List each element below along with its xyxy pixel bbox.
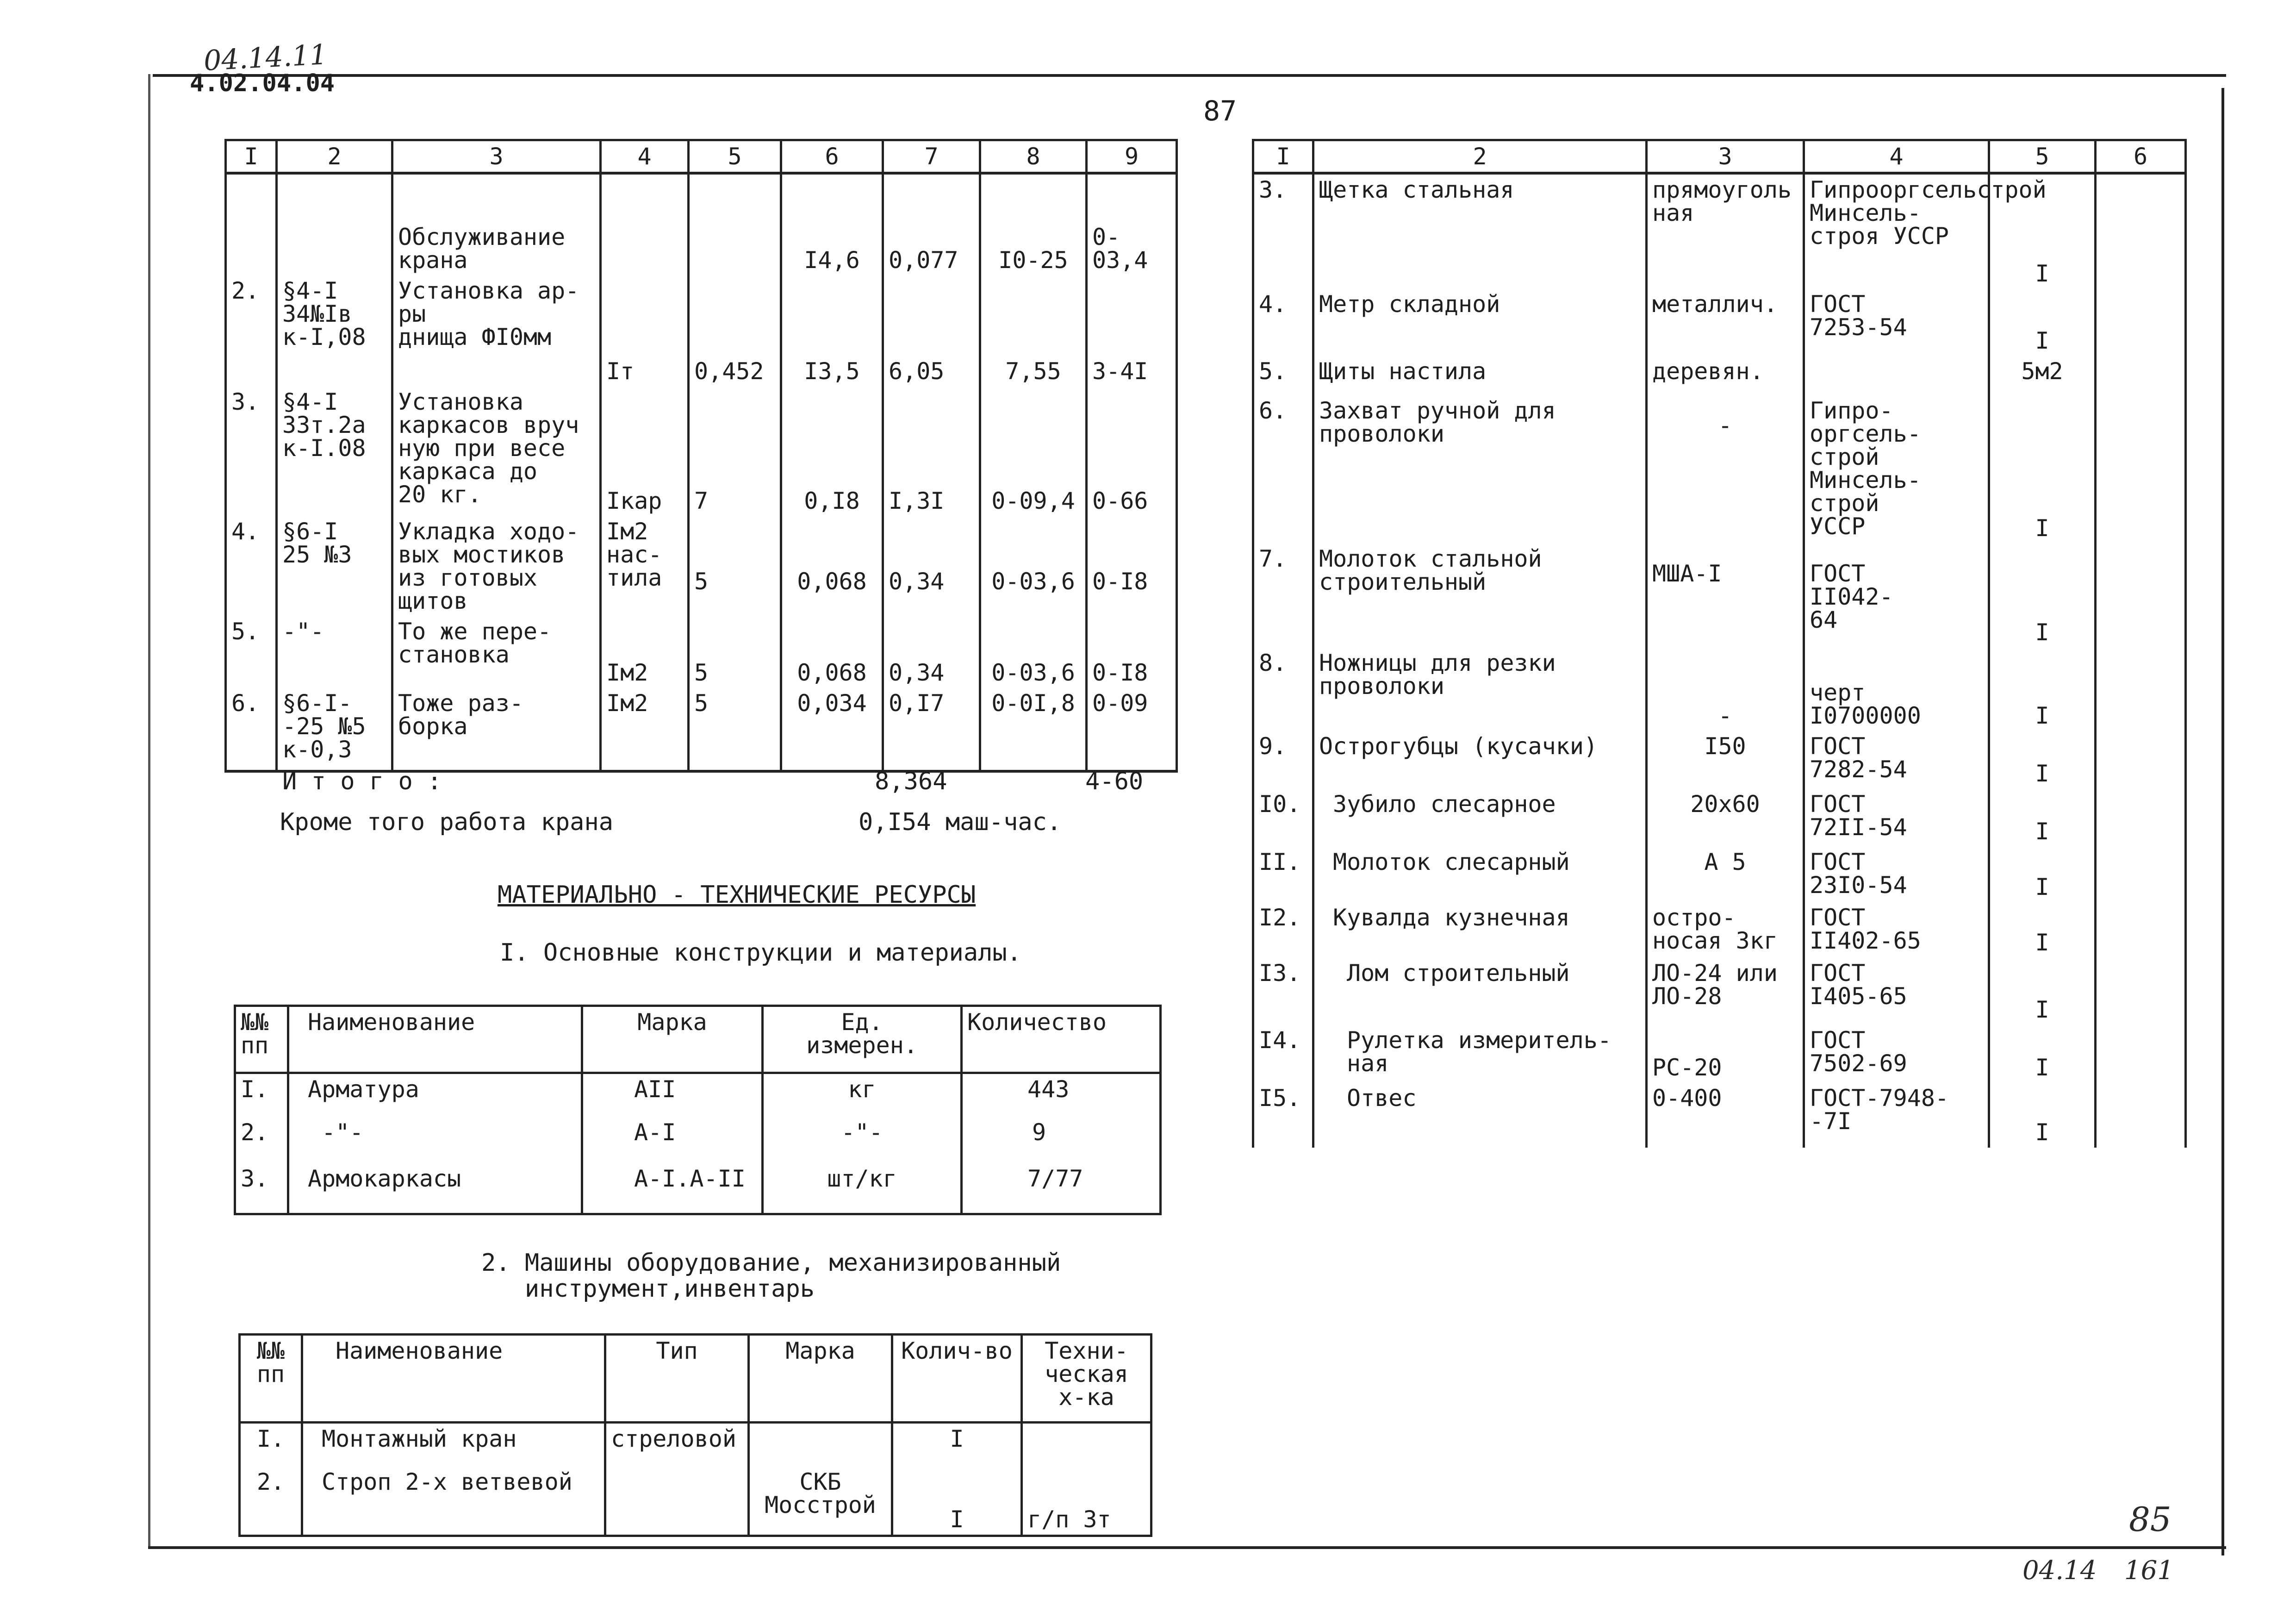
tool-extra: [2096, 902, 2186, 958]
tool-type: 0-400: [1647, 1083, 1804, 1148]
norm-reference: §4-I 33т.2а к-I.08: [277, 387, 392, 516]
rate: 0-03,6: [980, 516, 1087, 616]
work-header-cell: 5: [689, 140, 781, 174]
machines-table: [238, 1333, 1152, 1537]
machine-spec: [1022, 1423, 1151, 1467]
tool-type: -: [1647, 648, 1804, 731]
materials-table: [234, 1005, 1162, 1215]
table-row: [1253, 1083, 2186, 1148]
resources-title: МАТЕРИАЛЬНО - ТЕХНИЧЕСКИЕ РЕСУРСЫ: [498, 881, 976, 909]
tool-quantity: I: [1989, 789, 2096, 847]
labor-cost: 6,05: [883, 275, 980, 387]
work-header-cell: 2: [277, 140, 392, 174]
rate: 0-03,6: [980, 616, 1087, 688]
work-table: [224, 139, 1178, 773]
machines-header: [240, 1335, 1151, 1423]
tool-name: Ножницы для резки проволоки: [1313, 648, 1647, 731]
machines-header-cell: Марка: [749, 1335, 892, 1423]
volume: 5: [689, 688, 781, 771]
table-row: [240, 1467, 1151, 1536]
tool-extra: [2096, 1083, 2186, 1148]
row-number: 3.: [235, 1163, 288, 1214]
norm-reference: §6-I- -25 №5 к-0,3: [277, 688, 392, 771]
tool-type: РС-20: [1647, 1025, 1804, 1083]
row-number: I.: [235, 1073, 288, 1117]
table-row: [1253, 1025, 2186, 1083]
machines-header-cell: №№ пп: [240, 1335, 302, 1423]
tool-name: Зубило слесарное: [1313, 789, 1647, 847]
row-number: I3.: [1253, 958, 1313, 1025]
norm-reference: [277, 173, 392, 275]
row-number: 8.: [1253, 648, 1313, 731]
machine-quantity: I: [892, 1467, 1022, 1536]
norm-time: 0,I8: [781, 387, 883, 516]
machines-header-cell: Техни- ческая х-ка: [1022, 1335, 1151, 1423]
material-unit: кг: [763, 1073, 962, 1117]
machines-header-cell: Наименование: [302, 1335, 605, 1423]
table-row: [235, 1117, 1161, 1163]
materials-header-cell: Ед. измерен.: [763, 1006, 962, 1073]
tool-extra: [2096, 1025, 2186, 1083]
row-number: 2.: [226, 275, 277, 387]
volume: [689, 173, 781, 275]
tool-quantity: I: [1989, 395, 2096, 543]
unit: [601, 173, 689, 275]
tool-mark: ГОСТ 7253-54: [1804, 289, 1989, 356]
labor-cost: 0,34: [883, 516, 980, 616]
row-number: 3.: [226, 387, 277, 516]
tool-type: металлич.: [1647, 289, 1804, 356]
volume: 5: [689, 516, 781, 616]
frame-bottom-line: [148, 1546, 2226, 1549]
section1-title: I. Основные конструкции и материалы.: [500, 939, 1022, 967]
tool-mark: ГОСТ II042- 64: [1804, 543, 1989, 648]
table-row: [1253, 731, 2186, 789]
rate: 7,55: [980, 275, 1087, 387]
tool-mark: ГОСТ II402-65: [1804, 902, 1989, 958]
work-header-cell: 3: [392, 140, 601, 174]
tool-extra: [2096, 958, 2186, 1025]
material-name: -"-: [288, 1117, 582, 1163]
section2-title: 2. Машины оборудование, механизированный инструмент,инвентарь: [481, 1249, 1061, 1303]
table-row: [1253, 289, 2186, 356]
tool-name: Метр складной: [1313, 289, 1647, 356]
tool-extra: [2096, 289, 2186, 356]
tool-extra: [2096, 395, 2186, 543]
tool-mark: ГОСТ 23I0-54: [1804, 847, 1989, 902]
norm-time: 0,034: [781, 688, 883, 771]
row-number: 9.: [1253, 731, 1313, 789]
table-row: [235, 1073, 1161, 1117]
table-row: [226, 173, 1177, 275]
wage-cost: 0-66: [1087, 387, 1177, 516]
machine-type: стреловой: [605, 1423, 749, 1467]
tool-mark: ГОСТ 7502-69: [1804, 1025, 1989, 1083]
work-header-cell: 7: [883, 140, 980, 174]
crane-work-text: Кроме того работа крана: [280, 808, 614, 836]
materials-header-cell: Количество: [962, 1006, 1161, 1073]
machines-header-cell: Колич-во: [892, 1335, 1022, 1423]
work-name: Обслуживание крана: [392, 173, 601, 275]
tool-name: Захват ручной для проволоки: [1313, 395, 1647, 543]
machine-quantity: I: [892, 1423, 1022, 1467]
tool-type: I50: [1647, 731, 1804, 789]
table-row: [1253, 543, 2186, 648]
row-number: 6.: [226, 688, 277, 771]
tool-mark: ГОСТ 7282-54: [1804, 731, 1989, 789]
tools-header-cell: I: [1253, 140, 1313, 174]
machines-header-cell: Тип: [605, 1335, 749, 1423]
page-number: 87: [1203, 95, 1237, 127]
tools-header-cell: 4: [1804, 140, 1989, 174]
tool-mark: черт I0700000: [1804, 648, 1989, 731]
tool-type: остро- носая 3кг: [1647, 902, 1804, 958]
row-number: 2.: [240, 1467, 302, 1536]
unit: Iкар: [601, 387, 689, 516]
norm-time: I3,5: [781, 275, 883, 387]
tool-type: МША-I: [1647, 543, 1804, 648]
materials-header: [235, 1006, 1161, 1073]
tool-name: Молоток стальной строительный: [1313, 543, 1647, 648]
machine-type: [605, 1467, 749, 1536]
unit: Iт: [601, 275, 689, 387]
material-quantity: 9: [962, 1117, 1161, 1163]
row-number: 7.: [1253, 543, 1313, 648]
wage-cost: 0-I8: [1087, 516, 1177, 616]
tool-quantity: I: [1989, 173, 2096, 289]
row-number: I2.: [1253, 902, 1313, 958]
material-name: Армокаркасы: [288, 1163, 582, 1214]
tool-extra: [2096, 789, 2186, 847]
row-number: 3.: [1253, 173, 1313, 289]
norm-time: 0,068: [781, 516, 883, 616]
table-row: [1253, 847, 2186, 902]
tool-name: Рулетка измеритель- ная: [1313, 1025, 1647, 1083]
tool-type: А 5: [1647, 847, 1804, 902]
machine-name: Строп 2-х ветвевой: [302, 1467, 605, 1536]
machine-mark: СКБ Мосстрой: [749, 1467, 892, 1536]
volume: 5: [689, 616, 781, 688]
tool-extra: [2096, 847, 2186, 902]
table-row: [235, 1163, 1161, 1214]
tool-quantity: I: [1989, 958, 2096, 1025]
material-mark: А-I.А-II: [582, 1163, 763, 1214]
work-header-cell: I: [226, 140, 277, 174]
norm-reference: -"-: [277, 616, 392, 688]
rate: 0-09,4: [980, 387, 1087, 516]
row-number: 5.: [226, 616, 277, 688]
tool-quantity: I: [1989, 543, 2096, 648]
table-row: [1253, 356, 2186, 395]
unit: Iм2 нас- тила: [601, 516, 689, 616]
table-row: [226, 387, 1177, 516]
material-unit: -"-: [763, 1117, 962, 1163]
doc-code-handwritten: 04.14.11: [203, 38, 328, 77]
table-row: [240, 1423, 1151, 1467]
tools-header-cell: 6: [2096, 140, 2186, 174]
tool-extra: [2096, 356, 2186, 395]
tool-quantity: 5м2: [1989, 356, 2096, 395]
tool-name: Лом строительный: [1313, 958, 1647, 1025]
machine-name: Монтажный кран: [302, 1423, 605, 1467]
row-number: II.: [1253, 847, 1313, 902]
norm-reference: §6-I 25 №3: [277, 516, 392, 616]
work-header-cell: 8: [980, 140, 1087, 174]
table-row: [1253, 395, 2186, 543]
footer-page-handwritten: 85: [2129, 1500, 2172, 1539]
wage-cost: 0-03,4: [1087, 173, 1177, 275]
tool-name: Отвес: [1313, 1083, 1647, 1148]
material-mark: А-I: [582, 1117, 763, 1163]
tool-type: 20х60: [1647, 789, 1804, 847]
tool-mark: ГОСТ-7948- -7I: [1804, 1083, 1989, 1148]
totals-labor: 8,364: [875, 768, 947, 795]
tool-type: ЛО-24 или ЛО-28: [1647, 958, 1804, 1025]
row-number: [226, 173, 277, 275]
table-row: [226, 275, 1177, 387]
tool-name: Острогубцы (кусачки): [1313, 731, 1647, 789]
materials-header-cell: Марка: [582, 1006, 763, 1073]
norm-reference: §4-I 34№Iв к-I,08: [277, 275, 392, 387]
rate: 0-0I,8: [980, 688, 1087, 771]
material-quantity: 443: [962, 1073, 1161, 1117]
row-number: I0.: [1253, 789, 1313, 847]
labor-cost: 0,I7: [883, 688, 980, 771]
frame-top-line: [153, 74, 2226, 77]
wage-cost: 0-09: [1087, 688, 1177, 771]
footer-code-handwritten: 04.14: [2022, 1555, 2097, 1586]
tool-extra: [2096, 173, 2186, 289]
work-name: Тоже раз- борка: [392, 688, 601, 771]
tool-mark: Гипрооргсельстрой Минсель- строя УССР: [1804, 173, 1989, 289]
table-row: [226, 516, 1177, 616]
tools-table-header: [1253, 140, 2186, 174]
tool-name: Молоток слесарный: [1313, 847, 1647, 902]
tool-type: -: [1647, 395, 1804, 543]
table-row: [226, 616, 1177, 688]
materials-header-cell: Наименование: [288, 1006, 582, 1073]
material-name: Арматура: [288, 1073, 582, 1117]
labor-cost: I,3I: [883, 387, 980, 516]
labor-cost: 0,077: [883, 173, 980, 275]
frame-left-line: [148, 74, 150, 1546]
crane-work-value: 0,I54 маш-час.: [859, 808, 1062, 836]
row-number: 4.: [226, 516, 277, 616]
tool-mark: Гипро- оргсель- строй Минсель- строй УССР: [1804, 395, 1989, 543]
tool-name: Щетка стальная: [1313, 173, 1647, 289]
machine-mark: [749, 1423, 892, 1467]
tool-mark: ГОСТ 72II-54: [1804, 789, 1989, 847]
tool-quantity: I: [1989, 648, 2096, 731]
tool-quantity: I: [1989, 847, 2096, 902]
row-number: I.: [240, 1423, 302, 1467]
tools-header-cell: 2: [1313, 140, 1647, 174]
wage-cost: 3-4I: [1087, 275, 1177, 387]
tool-name: Кувалда кузнечная: [1313, 902, 1647, 958]
materials-header-cell: №№ пп: [235, 1006, 288, 1073]
tool-quantity: I: [1989, 1083, 2096, 1148]
work-name: Установка ар-ры днища ФI0мм: [392, 275, 601, 387]
labor-cost: 0,34: [883, 616, 980, 688]
tool-type: прямоуголь ная: [1647, 173, 1804, 289]
table-row: [1253, 173, 2186, 289]
row-number: I4.: [1253, 1025, 1313, 1083]
work-name: Установка каркасов вруч ную при весе каркаса до 20 кг.: [392, 387, 601, 516]
material-unit: шт/кг: [763, 1163, 962, 1214]
tool-quantity: I: [1989, 1025, 2096, 1083]
tool-extra: [2096, 648, 2186, 731]
unit: Iм2: [601, 688, 689, 771]
work-table-header: [226, 140, 1177, 174]
totals-label: И т о г о :: [282, 768, 442, 795]
material-mark: АII: [582, 1073, 763, 1117]
volume: 7: [689, 387, 781, 516]
frame-right-line: [2221, 88, 2224, 1555]
machine-spec: г/п 3т: [1022, 1467, 1151, 1536]
row-number: 6.: [1253, 395, 1313, 543]
norm-time: 0,068: [781, 616, 883, 688]
wage-cost: 0-I8: [1087, 616, 1177, 688]
row-number: 5.: [1253, 356, 1313, 395]
row-number: 2.: [235, 1117, 288, 1163]
tool-quantity: I: [1989, 902, 2096, 958]
work-header-cell: 9: [1087, 140, 1177, 174]
norm-time: I4,6: [781, 173, 883, 275]
tool-quantity: I: [1989, 731, 2096, 789]
volume: 0,452: [689, 275, 781, 387]
table-row: [226, 688, 1177, 771]
work-header-cell: 6: [781, 140, 883, 174]
table-row: [1253, 789, 2186, 847]
row-number: I5.: [1253, 1083, 1313, 1148]
material-quantity: 7/77: [962, 1163, 1161, 1214]
unit: Iм2: [601, 616, 689, 688]
table-row: [1253, 648, 2186, 731]
totals-wage: 4-60: [1085, 768, 1144, 795]
doc-code: 4.02.04.04: [190, 69, 335, 97]
row-number: 4.: [1253, 289, 1313, 356]
table-row: [1253, 902, 2186, 958]
tool-quantity: I: [1989, 289, 2096, 356]
tool-extra: [2096, 543, 2186, 648]
tools-header-cell: 5: [1989, 140, 2096, 174]
tool-type: деревян.: [1647, 356, 1804, 395]
tools-header-cell: 3: [1647, 140, 1804, 174]
rate: I0-25: [980, 173, 1087, 275]
work-name: То же пере- становка: [392, 616, 601, 688]
work-name: Укладка ходо- вых мостиков из готовых щитов: [392, 516, 601, 616]
tool-mark: [1804, 356, 1989, 395]
tool-name: Щиты настила: [1313, 356, 1647, 395]
table-row: [1253, 958, 2186, 1025]
footer-number-handwritten: 161: [2124, 1555, 2174, 1586]
tool-mark: ГОСТ I405-65: [1804, 958, 1989, 1025]
work-header-cell: 4: [601, 140, 689, 174]
tools-table: [1252, 139, 2187, 1148]
tool-extra: [2096, 731, 2186, 789]
